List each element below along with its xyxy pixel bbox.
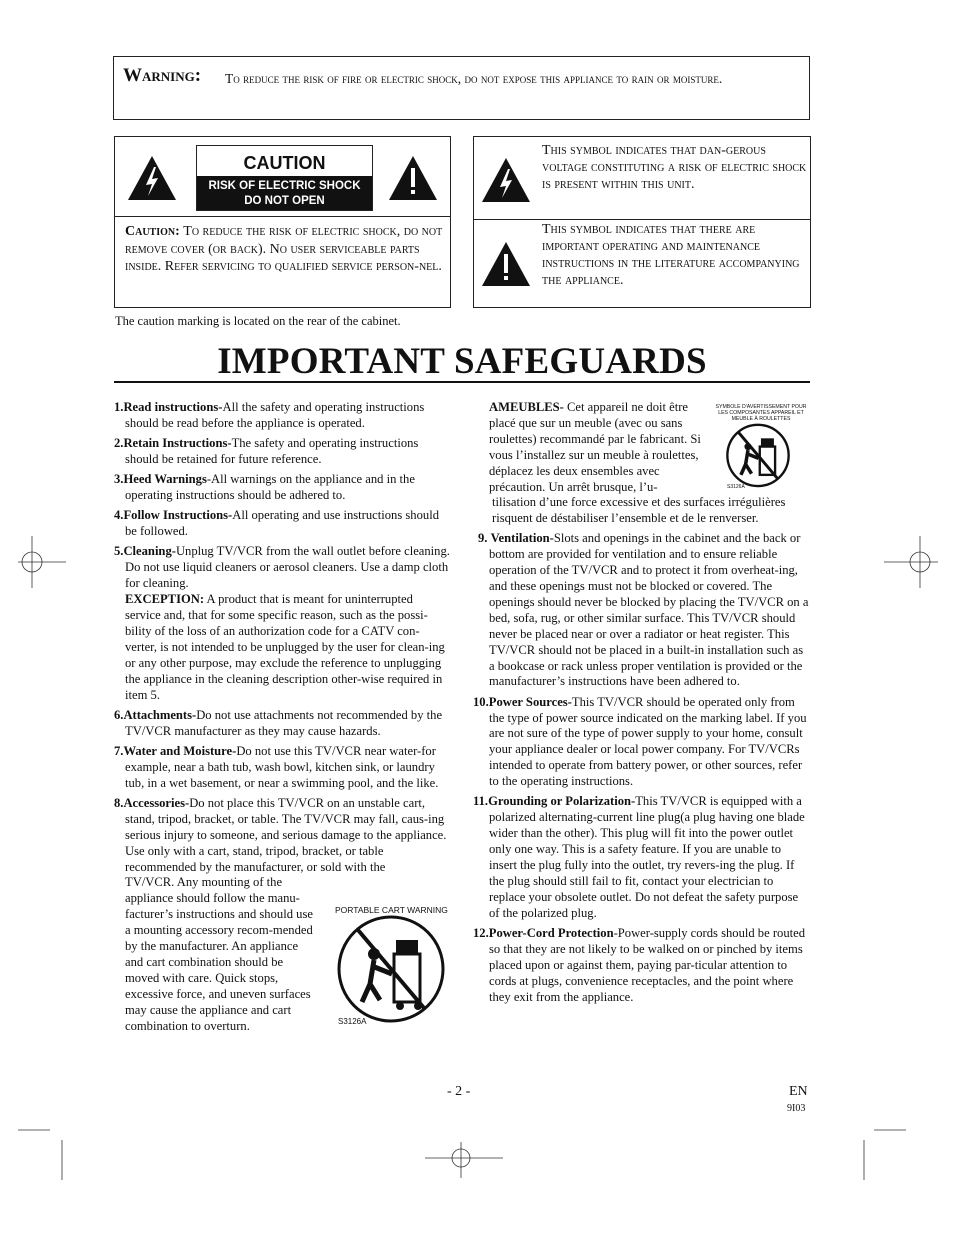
list-item: 10.Power Sources-This TV/VCR should be operated only from the type of power source indicated on the marking label. If you are not sure of the type of power supply to your home, consult your appliance dealer or local power company. For TV/VCRs intended to operate from battery power, or other sources, refer to the operating instructions. xyxy=(473,694,807,789)
crop-mark-bottom-right xyxy=(858,1128,908,1180)
item8-continuation: TV/VCR. Any mounting of the appliance should follow the manu-facturer’s instructions and should use a mounting accessory recom-mended by the manufacturer. An appliance and cart combination should be moved with care. Quick stops, excessive force, and uneven surfaces may cause the appliance and cart combination to overturn. xyxy=(125,875,313,1033)
caution-note: The caution marking is located on the rear of the cabinet. xyxy=(115,314,401,328)
exclamation-symbol-text: This symbol indicates that there are important operating and maintenance instructions in the literature accompanying the appliance. xyxy=(542,222,800,288)
title-rule xyxy=(114,381,810,383)
registration-mark-bottom xyxy=(425,1140,505,1180)
caution-text-block xyxy=(125,223,445,276)
list-item: 12.Power-Cord Protection-Power-supply cords should be routed so that they are not likely to be walked on or pinched by items placed upon or against them, paying par-ticular attention to cords at plugs, convenience receptacles, and the point where they exit from the appliance. xyxy=(473,925,806,1004)
exclamation-triangle-icon xyxy=(388,155,438,201)
crop-mark-bottom-left xyxy=(18,1128,68,1180)
french-continuation: tilisation d’une force excessive et des surfaces irrégulières risquent de déstabiliser l’ensemble et de le renverser. xyxy=(492,495,786,526)
page-title: IMPORTANT SAFEGUARDS xyxy=(217,341,707,382)
exception-paragraph: EXCEPTION: A product that is meant for uninterrupted service and, that for some specific reason, such as the possi-bility of the loss of an authorization code for a CATV con-verter, is not intended to be unplugged by the user for clean-ing or any other purpose, may exclude the reference to unplugging the appliance in the cleaning description other-wise required in item 5. xyxy=(125,592,445,702)
page-number: - 2 - xyxy=(447,1084,471,1099)
cart-warning-label: PORTABLE CART WARNING xyxy=(335,905,448,915)
symbols-box xyxy=(473,136,811,308)
caution-text: To reduce the risk of electric shock, do not remove cover (or back). No user serviceable parts inside. Refer servicing to qualified service person-nel. xyxy=(125,224,443,274)
list-item: 4.Follow Instructions-All operating and use instructions should be followed. xyxy=(114,508,439,539)
french-symbol-caption: SYMBOLE D'AVERTISSEMENT POUR LES COMPOSANTES APPAREIL ET MEUBLE À ROULETTES xyxy=(715,404,807,422)
document-code: 9I03 xyxy=(787,1103,806,1114)
caution-text-label: Caution: xyxy=(125,224,180,239)
symbols-divider xyxy=(474,219,810,220)
caution-divider xyxy=(115,216,450,217)
caution-label-title: CAUTION xyxy=(243,153,326,173)
list-item: 1.Read instructions-All the safety and operating instructions should be read before the appliance is operated. xyxy=(114,400,425,430)
registration-mark-right xyxy=(880,532,940,592)
right-column xyxy=(473,400,811,1010)
lightning-triangle-icon xyxy=(481,157,531,203)
exclamation-triangle-icon xyxy=(481,239,531,289)
list-item: 6.Attachments-Do not use attachments not recommended by the TV/VCR manufacturer as they may cause hazards. xyxy=(114,707,443,738)
caution-label xyxy=(196,145,373,211)
lightning-triangle-icon xyxy=(127,155,177,201)
caution-label-line2: DO NOT OPEN xyxy=(244,195,325,207)
portable-cart-warning-icon xyxy=(336,914,446,1026)
lightning-symbol-text: This symbol indicates that dan-gerous voltage constituting a risk of electric shock is present within this unit. xyxy=(542,143,807,192)
list-item: 11.Grounding or Polarization-This TV/VCR is equipped with a polarized alternating-current line plug(a plug having one blade wider than the other). This plug will fit into the power outlet only one way. This is a safety feature. If you are unable to insert the plug fully into the outlet, try revers-ing the plug. If the plug should still fail to fit, contact your electrician to replace your obsolete outlet. Do not defeat the safety purpose of the polarized plug. xyxy=(473,794,805,920)
list-item: 8.Accessories-Do not place this TV/VCR on an unstable cart, stand, tripod, bracket, or table. The TV/VCR may fall, caus-ing serious injury to someone, and serious damage to the appliance. Use only with a cart, stand, tripod, bracket, or table recommended by the manufacturer, or sold with the xyxy=(114,795,447,874)
warning-box xyxy=(113,56,810,120)
list-item: 7.Water and Moisture-Do not use this TV/VCR near water-for example, near a bath tub, wash bowl, kitchen sink, or laundry tub, in a wet basement, or near a swimming pool, and the like. xyxy=(114,743,439,790)
list-item: 3.Heed Warnings-All warnings on the appliance and in the operating instructions should be adhered to. xyxy=(114,472,415,503)
french-block: AMEUBLES- Cet appareil ne doit être placé que sur un meuble (avec ou sans roulettes) recommandé par le fabricant. Si vous l’installez sur un meuble à roulettes, déplacez les deux ensembles avec précaution. Un arrêt brusque, l’u- xyxy=(489,400,701,494)
caution-label-line1: RISK OF ELECTRIC SHOCK xyxy=(208,180,361,192)
language-code: EN xyxy=(789,1084,808,1099)
registration-mark-left xyxy=(18,532,68,592)
caution-label-band xyxy=(197,176,372,210)
list-item: 5.Cleaning-Unplug TV/VCR from the wall outlet before cleaning. Do not use liquid cleaners or aerosol cleaners. Use a damp cloth for cleaning. xyxy=(114,544,450,591)
list-item: 2.Retain Instructions-The safety and operating instructions should be retained for future reference. xyxy=(114,436,419,467)
french-cart-warning-icon xyxy=(725,423,791,489)
cart-code: S3126A xyxy=(338,1017,367,1026)
list-item: 9. Ventilation-Slots and openings in the cabinet and the back or bottom are provided for ventilation and to ensure reliable operation of the TV/VCR and to protect it from overheat-ing, and these openings must not be blocked or covered. The openings should never be blocked by placing the TV/VCR on a bed, sofa, rug, or other similar surface. This TV/VCR should never be placed near or over a radiator or heat register. This TV/VCR should not be placed in a built-in installation such as a bookcase or rack unless proper ventilation is provided or the manufacturer’s instructions have been adhered to. xyxy=(478,531,809,689)
caution-box xyxy=(114,136,451,308)
warning-label: Warning: xyxy=(123,65,202,86)
french-cart-code: S3126A xyxy=(727,484,745,490)
warning-text: To reduce the risk of fire or electric shock, do not expose this appliance to rain or moisture. xyxy=(225,71,723,86)
